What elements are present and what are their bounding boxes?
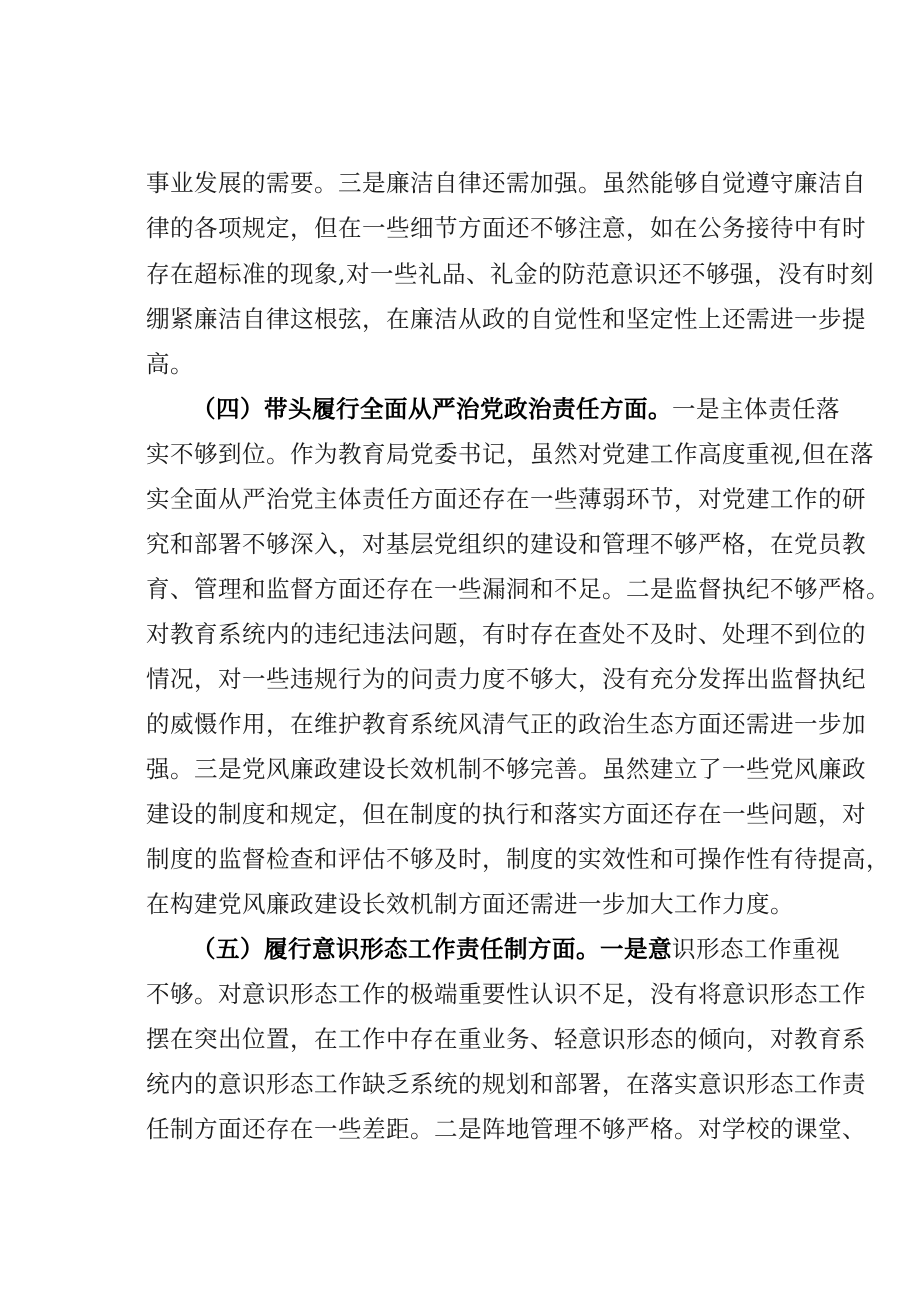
paragraph-3-first-line xyxy=(192,934,840,964)
paragraph-2-line-2: 实全面从严治党主体责任方面还存在一些薄弱环节，对党建工作的研 xyxy=(146,485,866,513)
paragraph-2-line-7: 的威慑作用，在维护教育系统风清气正的政治生态方面还需进一步加 xyxy=(146,710,866,738)
paragraph-2-line-4: 育、管理和监督方面还存在一些漏洞和不足。二是监督执纪不够严格。 xyxy=(146,575,890,603)
paragraph-2-line-6: 情况，对一些违规行为的问责力度不够大，没有充分发挥出监督执纪 xyxy=(146,665,866,693)
paragraph-2-line-10: 制度的监督检查和评估不够及时，制度的实效性和可操作性有待提高， xyxy=(146,845,890,873)
paragraph-3-line-3: 统内的意识形态工作缺乏系统的规划和部署，在落实意识形态工作责 xyxy=(146,1070,866,1098)
section-5-heading: （五）履行意识形态工作责任制方面。一是意 xyxy=(192,935,672,963)
section-4-heading: （四）带头履行全面从严治党政治责任方面。 xyxy=(192,395,672,423)
paragraph-3-line-1: 不够。对意识形态工作的极端重要性认识不足，没有将意识形态工作 xyxy=(146,980,866,1008)
paragraph-3-first-line-text: 识形态工作重视 xyxy=(672,935,840,963)
paragraph-2-line-11: 在构建党风廉政建设长效机制方面还需进一步加大工作力度。 xyxy=(146,890,794,918)
paragraph-1-line-5: 高。 xyxy=(146,350,194,378)
paragraph-1-line-3: 存在超标准的现象,对一些礼品、礼金的防范意识还不够强，没有时刻 xyxy=(146,260,874,288)
paragraph-1-line-2: 律的各项规定，但在一些细节方面还不够注意，如在公务接待中有时 xyxy=(146,214,866,242)
paragraph-2-first-line-text: 一是主体责任落 xyxy=(672,395,840,423)
paragraph-2-line-1: 实不够到位。作为教育局党委书记，虽然对党建工作高度重视,但在落 xyxy=(146,440,874,468)
paragraph-1-line-4: 绷紧廉洁自律这根弦，在廉洁从政的自觉性和坚定性上还需进一步提 xyxy=(146,305,866,333)
paragraph-3-line-4: 任制方面还存在一些差距。二是阵地管理不够严格。对学校的课堂、 xyxy=(146,1115,866,1143)
paragraph-2-line-3: 究和部署不够深入，对基层党组织的建设和管理不够严格，在党员教 xyxy=(146,530,866,558)
paragraph-2-line-9: 建设的制度和规定，但在制度的执行和落实方面还存在一些问题，对 xyxy=(146,800,866,828)
paragraph-2-line-8: 强。三是党风廉政建设长效机制不够完善。虽然建立了一些党风廉政 xyxy=(146,755,866,783)
paragraph-2-line-5: 对教育系统内的违纪违法问题，有时存在查处不及时、处理不到位的 xyxy=(146,620,866,648)
paragraph-1-line-1: 事业发展的需要。三是廉洁自律还需加强。虽然能够自觉遵守廉洁自 xyxy=(146,169,866,197)
paragraph-3-line-2: 摆在突出位置，在工作中存在重业务、轻意识形态的倾向，对教育系 xyxy=(146,1025,866,1053)
paragraph-2-first-line xyxy=(192,394,840,424)
